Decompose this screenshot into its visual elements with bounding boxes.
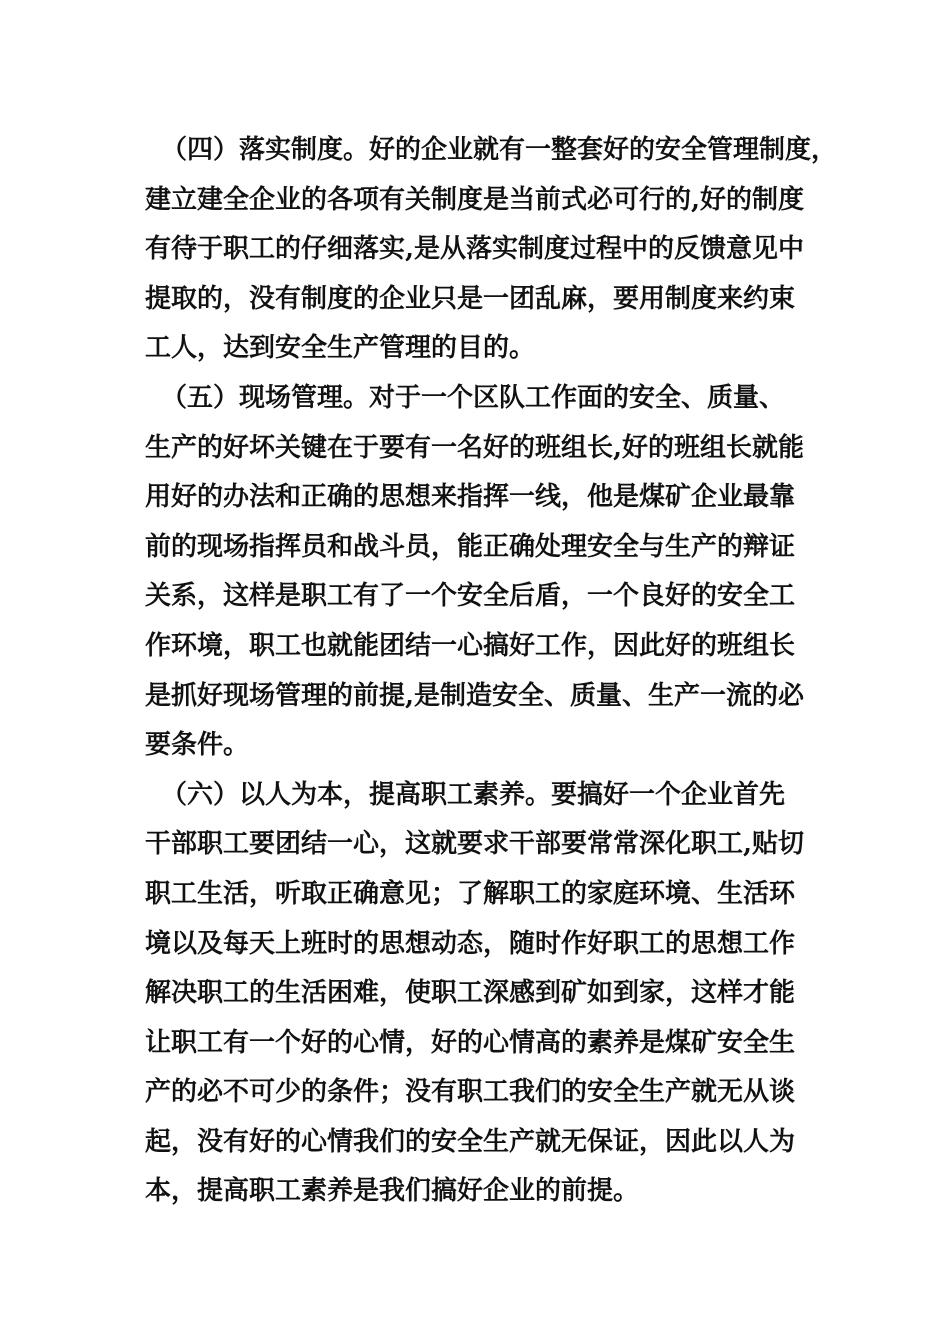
text-line: （五）现场管理。对于一个区队工作面的安全、质量、 [161, 382, 786, 413]
text-line: （六）以人为本，提高职工素养。要搞好一个企业首先 [161, 779, 786, 810]
text-line: 用好的办法和正确的思想来指挥一线，他是煤矿企业最靠 [145, 482, 796, 513]
text-line: 生产的好坏关键在于要有一名好的班组长,好的班组长就能 [145, 432, 805, 463]
text-line: 产的必不可少的条件；没有职工我们的安全生产就无从谈 [145, 1077, 796, 1108]
text-line: 前的现场指挥员和战斗员，能正确处理安全与生产的辩证 [145, 531, 796, 562]
paragraph-four [145, 126, 838, 374]
text-line: 工人，达到安全生产管理的目的。 [145, 333, 536, 364]
text-line: （四）落实制度。好的企业就有一整套好的安全管理制度， [161, 135, 838, 165]
text-line: 解决职工的生活困难，使职工深感到矿如到家，这样才能 [145, 978, 796, 1009]
text-line: 建立建全企业的各项有关制度是当前式必可行的,好的制度 [145, 184, 805, 215]
text-line: 是抓好现场管理的前提,是制造安全、质量、生产一流的必 [145, 680, 805, 711]
text-line: 有待于职工的仔细落实,是从落实制度过程中的反馈意见中 [145, 234, 805, 265]
paragraph-six [145, 771, 815, 1217]
text-line: 让职工有一个好的心情，好的心情高的素养是煤矿安全生 [145, 1027, 796, 1058]
text-line: 职工生活，听取正确意见；了解职工的家庭环境、生活环 [145, 878, 796, 909]
text-line: 要条件。 [145, 730, 250, 761]
text-line: 提取的，没有制度的企业只是一团乱麻，要用制度来约束 [145, 283, 796, 314]
document-body [145, 126, 838, 1217]
text-line: 干部职工要团结一心，这就要求干部要常常深化职工,贴切 [145, 829, 805, 860]
paragraph-five [145, 374, 815, 771]
text-line: 关系，这样是职工有了一个安全后盾，一个良好的安全工 [145, 581, 796, 612]
text-line: 起，没有好的心情我们的安全生产就无保证，因此以人为 [145, 1126, 796, 1157]
text-line: 境以及每天上班时的思想动态，随时作好职工的思想工作 [145, 928, 796, 959]
text-line: 作环境，职工也就能团结一心搞好工作，因此好的班组长 [145, 630, 796, 661]
text-line: 本，提高职工素养是我们搞好企业的前提。 [145, 1176, 640, 1207]
